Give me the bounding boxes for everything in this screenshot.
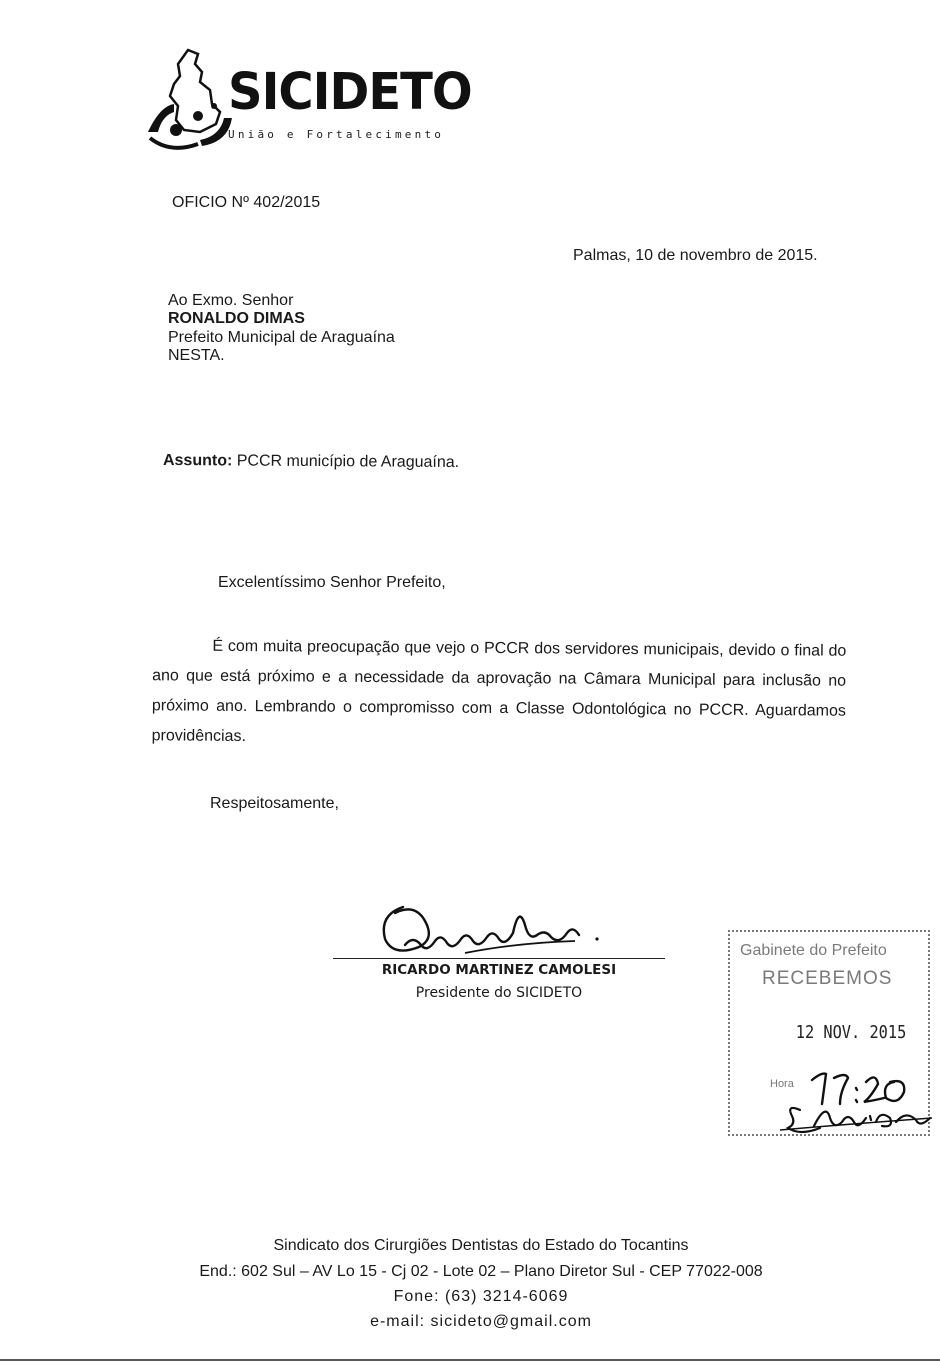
greeting: Excelentíssimo Senhor Prefeito, bbox=[218, 574, 446, 591]
letterhead-logo bbox=[140, 46, 472, 156]
oficio-number: OFICIO Nº 402/2015 bbox=[172, 194, 321, 211]
signatory-role: Presidente do SICIDETO bbox=[415, 985, 583, 1001]
signature-line bbox=[333, 958, 665, 959]
stamp-handwriting bbox=[730, 932, 932, 1138]
stamp-office: Gabinete do Prefeito bbox=[740, 942, 887, 959]
signatory-name: RICARDO MARTINEZ CAMOLESI bbox=[381, 962, 617, 978]
stamp-hora-label: Hora bbox=[770, 1078, 794, 1090]
recipient-name: RONALDO DIMAS bbox=[168, 310, 305, 328]
closing: Respeitosamente, bbox=[210, 795, 339, 812]
stamp-date: 12 NOV. 2015 bbox=[795, 1022, 907, 1043]
body-paragraph: É com muita preocupação que vejo o PCCR dos servidores municipais, devido o final do ano que está próximo e a necessidade da aprovação na Câmara Municipal para inclusão no próximo ano. Lembrando o compromisso com a Classe Odontológica no PCCR. Aguardamos providências. bbox=[151, 637, 847, 746]
recipient-salutation: Ao Exmo. Senhor bbox=[168, 292, 294, 309]
footer-address: End.: 602 Sul – AV Lo 15 - Cj 02 - Lote 02 – Plano Diretor Sul - CEP 77022-008 bbox=[199, 1263, 763, 1280]
subject-label: Assunto: bbox=[162, 451, 233, 470]
reception-stamp bbox=[728, 930, 930, 1136]
org-name: SICIDETO bbox=[228, 62, 472, 122]
footer-rule bbox=[0, 1359, 940, 1361]
stamp-received: RECEBEMOS bbox=[762, 968, 893, 989]
footer-email: e-mail: sicideto@gmail.com bbox=[370, 1313, 592, 1330]
org-slogan: União e Fortalecimento bbox=[228, 128, 445, 141]
footer-phone: Fone: (63) 3214-6069 bbox=[393, 1288, 569, 1305]
subject-line bbox=[163, 451, 459, 472]
tocantins-map-icon bbox=[140, 46, 240, 150]
recipient-title: Prefeito Municipal de Araguaína bbox=[168, 328, 395, 346]
footer-org: Sindicato dos Cirurgiões Dentistas do Estado do Tocantins bbox=[273, 1237, 689, 1254]
recipient-location: NESTA. bbox=[168, 347, 225, 365]
handwritten-signature bbox=[375, 895, 615, 965]
letter-date: Palmas, 10 de novembro de 2015. bbox=[573, 247, 818, 264]
recipient-block bbox=[168, 292, 395, 366]
subject-text: PCCR município de Araguaína. bbox=[236, 452, 460, 472]
